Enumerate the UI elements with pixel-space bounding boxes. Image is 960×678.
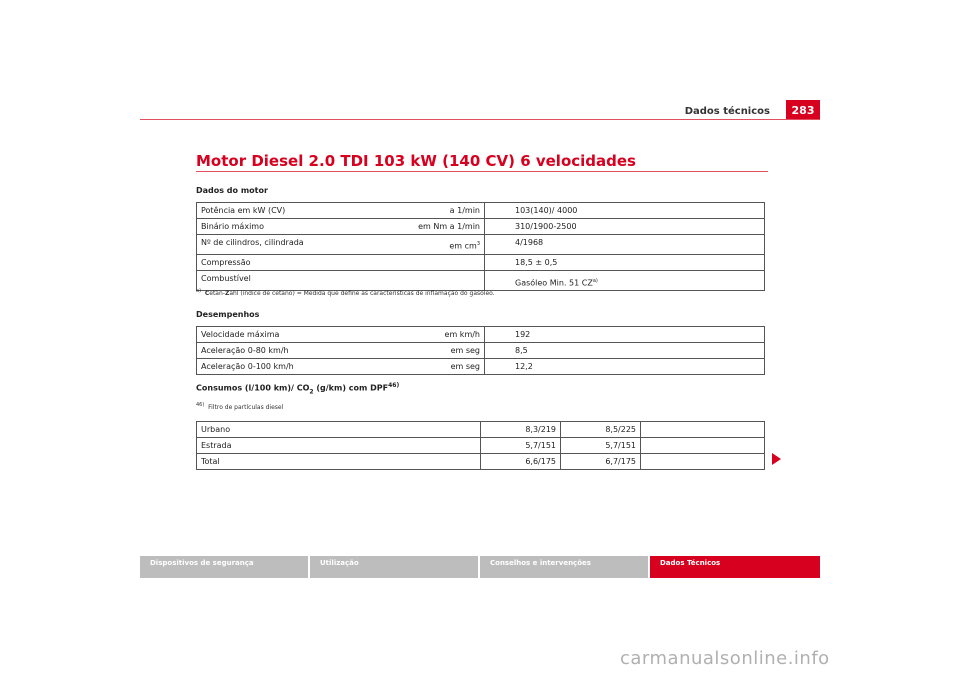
footer-tab-advice[interactable]: Conselhos e intervenções xyxy=(480,556,648,578)
footer-tab-technical-data[interactable]: Dados Técnicos xyxy=(650,556,820,578)
row-value: 8,5 xyxy=(485,343,765,359)
row-label: Velocidade máxima xyxy=(201,330,280,339)
footer-tab-usage[interactable]: Utilização xyxy=(310,556,478,578)
table-row xyxy=(197,235,765,255)
row-label-cell xyxy=(197,219,485,235)
table-row xyxy=(197,327,765,343)
engine-table xyxy=(196,202,765,291)
watermark: carmanualsonline.info xyxy=(620,648,830,669)
table-row xyxy=(197,203,765,219)
row-label: Nº de cilindros, cilindrada xyxy=(201,238,304,247)
row-label-cell xyxy=(197,359,485,375)
consumption-heading: Consumos (l/100 km)/ $CO_2$ (g/km) com DPF$^{46)}$ xyxy=(196,382,400,396)
row-label: Potência em kW (CV) xyxy=(201,206,286,215)
row-label: Urbano xyxy=(197,422,481,438)
performance-heading: Desempenhos xyxy=(196,310,260,319)
row-label: Binário máximo xyxy=(201,222,264,231)
row-label: Estrada xyxy=(197,438,481,454)
row-value: 310/1900-2500 xyxy=(485,219,765,235)
performance-table xyxy=(196,326,765,375)
page-title: Motor Diesel 2.0 TDI 103 kW (140 CV) 6 velocidades xyxy=(196,152,636,170)
row-label: Compressão xyxy=(201,257,251,267)
table-row xyxy=(197,422,765,438)
row-value: 12,2 xyxy=(485,359,765,375)
row-value-1: 8,3/219 xyxy=(481,422,561,438)
row-value-3 xyxy=(641,422,765,438)
consumption-footnote: $^{46)}$ Filtro de partículas diesel xyxy=(196,402,284,411)
table-row xyxy=(197,343,765,359)
row-unit: em seg xyxy=(450,362,480,371)
row-label-cell xyxy=(197,343,485,359)
row-unit: em $cm^3$ xyxy=(449,241,480,251)
row-label-cell xyxy=(197,235,485,255)
row-unit: a 1/min xyxy=(449,206,480,215)
row-value-3 xyxy=(641,454,765,470)
table-row xyxy=(197,454,765,470)
row-value-3 xyxy=(641,438,765,454)
footer-tab-safety[interactable]: Dispositivos de segurança xyxy=(140,556,308,578)
row-unit: em seg xyxy=(450,346,480,355)
row-label: Combustível xyxy=(201,273,251,283)
section-title: Dados técnicos xyxy=(684,106,770,117)
header-rule xyxy=(140,119,820,120)
row-value-2: 8,5/225 xyxy=(561,422,641,438)
row-label: Total xyxy=(197,454,481,470)
row-label-cell xyxy=(197,254,485,270)
row-value: 192 xyxy=(485,327,765,343)
row-label-cell xyxy=(197,327,485,343)
row-value-1: 6,6/175 xyxy=(481,454,561,470)
row-unit: em Nm a 1/min xyxy=(418,222,480,231)
next-page-arrow-icon[interactable] xyxy=(772,453,781,465)
consumption-table xyxy=(196,421,765,470)
title-rule xyxy=(196,171,768,172)
row-label: Aceleração 0-100 km/h xyxy=(201,362,294,371)
engine-heading: Dados do motor xyxy=(196,186,268,195)
row-value-2: 6,7/175 xyxy=(561,454,641,470)
row-value: 18,5 ± 0,5 xyxy=(485,254,765,270)
table-row xyxy=(197,438,765,454)
page-number: 283 xyxy=(786,100,820,120)
table-row xyxy=(197,219,765,235)
table-row xyxy=(197,359,765,375)
row-value-1: 5,7/151 xyxy=(481,438,561,454)
row-label: Aceleração 0-80 km/h xyxy=(201,346,289,355)
row-value: 103(140)/ 4000 xyxy=(485,203,765,219)
table-row xyxy=(197,254,765,270)
engine-footnote: $^{a)}$ Cetan-Zahl (índice de cetano) = Medida que define as características de inflamação do gasóleo. xyxy=(196,288,495,297)
row-label-cell xyxy=(197,203,485,219)
row-value: 4/1968 xyxy=(485,235,765,255)
row-value: Gasóleo Min. 51 CZ$^{a)}$ xyxy=(485,270,765,291)
row-unit: em km/h xyxy=(444,330,480,339)
row-value-2: 5,7/151 xyxy=(561,438,641,454)
